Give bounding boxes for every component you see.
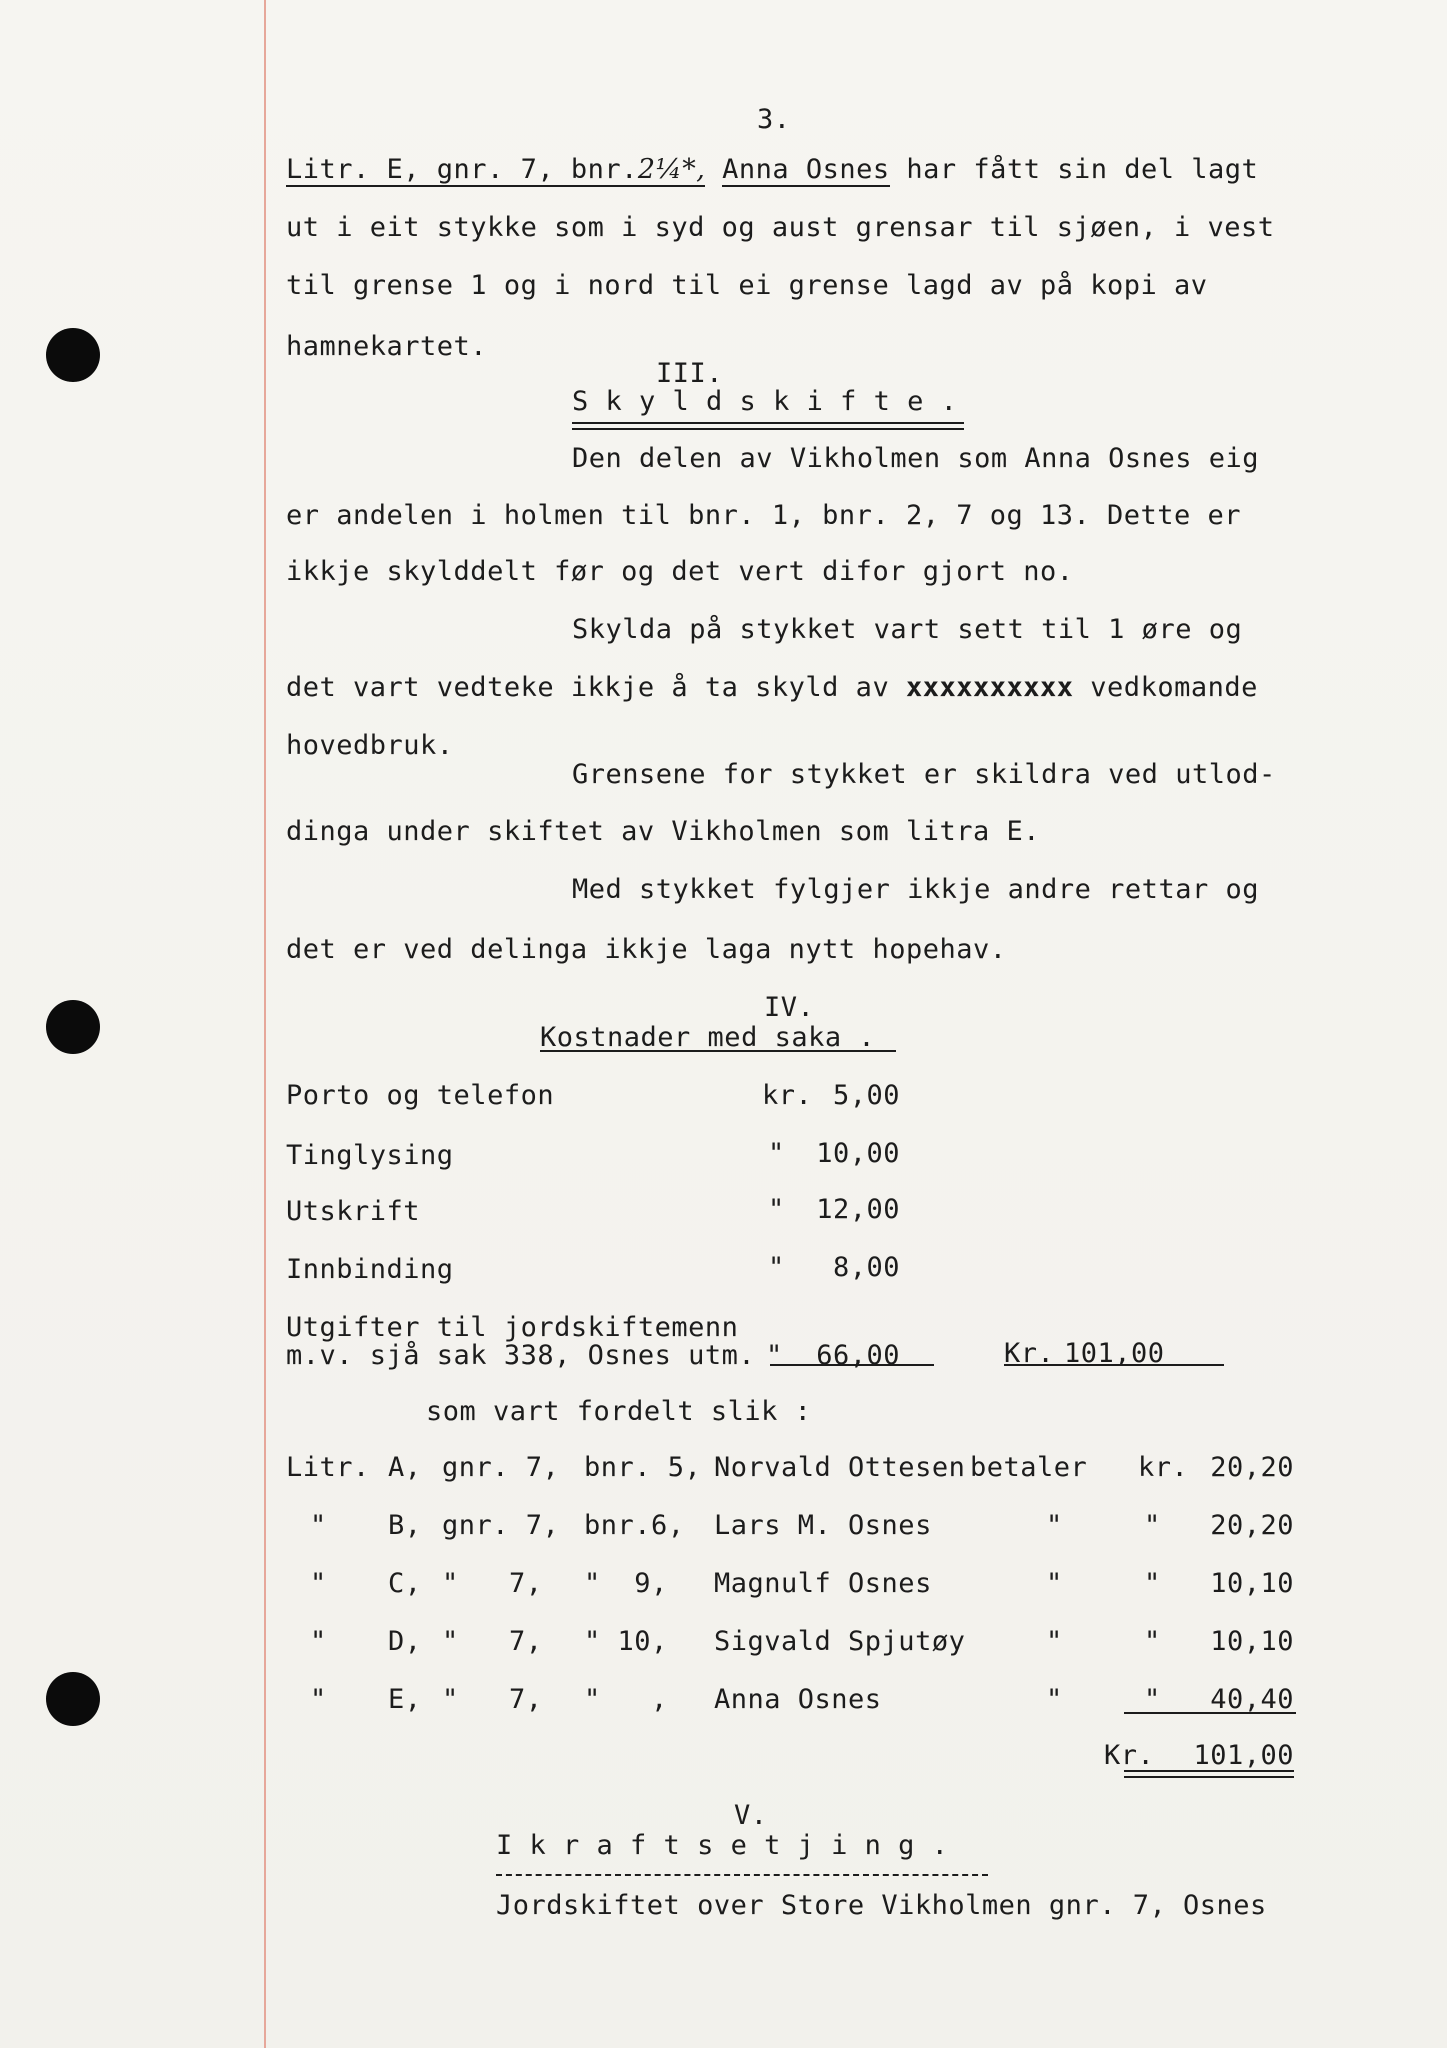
- final-total-label: Kr.: [1104, 1740, 1155, 1771]
- share-col: ": [1046, 1510, 1063, 1541]
- cost-mark: ": [768, 1252, 785, 1283]
- body-line-with-strikeout: [286, 672, 1258, 704]
- body-line: hovedbruk.: [286, 730, 454, 761]
- cost-mark: ": [766, 1340, 783, 1371]
- share-owner: Sigvald Spjutøy: [714, 1626, 966, 1657]
- share-owner: Magnulf Osnes: [714, 1568, 932, 1599]
- share-owner: Norvald Ottesen: [714, 1452, 966, 1483]
- share-col: ": [310, 1626, 327, 1657]
- jord-cost-line-1: Utgifter til jordskiftemenn: [286, 1312, 739, 1343]
- section-4-numeral: IV.: [764, 992, 815, 1023]
- intro-ref: Litr. E, gnr. 7, bnr.: [286, 154, 638, 185]
- share-col: ": [1144, 1626, 1161, 1657]
- section-3-heading-underline: [572, 422, 964, 430]
- cost-label: Porto og telefon: [286, 1080, 555, 1111]
- intro-owner: Anna Osnes: [722, 154, 890, 185]
- intro-line-3: til grense 1 og i nord til ei grense lagd av på kopi av: [286, 270, 1208, 301]
- share-col: ": [310, 1510, 327, 1541]
- cost-mark: ": [768, 1138, 785, 1169]
- section-4-heading: Kostnader med saka .: [540, 1022, 876, 1053]
- share-amount: 20,20: [1210, 1510, 1294, 1541]
- cost-amount: 5,00: [832, 1080, 900, 1111]
- share-gnr: gnr. 7,: [442, 1452, 560, 1483]
- share-col: ": [1046, 1684, 1063, 1715]
- share-litra: B,: [388, 1510, 422, 1541]
- cost-label: Utskrift: [286, 1196, 421, 1227]
- share-bnr: " 10,: [584, 1626, 668, 1657]
- cost-amount: 66,00: [816, 1340, 900, 1371]
- body-line: dinga under skiftet av Vikholmen som litra E.: [286, 816, 1040, 847]
- total-amount: 101,00: [1064, 1338, 1165, 1369]
- share-col: ": [1144, 1510, 1161, 1541]
- share-col: betaler: [970, 1452, 1088, 1483]
- body-line: Skylda på stykket vart sett til 1 øre og: [572, 614, 1243, 645]
- share-gnr: " 7,: [442, 1626, 543, 1657]
- body-text: det vart vedteke ikkje å ta skyld av: [286, 672, 890, 703]
- intro-handwritten-note: 2¼*,: [637, 154, 706, 185]
- share-gnr: " 7,: [442, 1684, 543, 1715]
- section-5-heading-underline: [496, 1874, 988, 1876]
- share-bnr: " ,: [584, 1684, 668, 1715]
- body-line: Med stykket fylgjer ikkje andre rettar og: [572, 874, 1259, 905]
- share-amount: 10,10: [1210, 1568, 1294, 1599]
- share-amount: 40,40: [1210, 1684, 1294, 1715]
- share-col: ": [310, 1568, 327, 1599]
- share-gnr: " 7,: [442, 1568, 543, 1599]
- share-bnr: bnr. 5,: [584, 1452, 702, 1483]
- cost-amount: 10,00: [816, 1138, 900, 1169]
- punch-hole: [46, 1000, 100, 1054]
- body-line: Grensene for stykket er skildra ved utlod-: [572, 759, 1276, 790]
- share-col: ": [1144, 1684, 1161, 1715]
- cost-amount: 8,00: [832, 1252, 900, 1283]
- section-5-numeral: V.: [734, 1800, 768, 1831]
- share-col: Litr.: [286, 1452, 370, 1483]
- section-3-heading: S k y l d s k i f t e .: [572, 386, 958, 417]
- share-col: ": [310, 1684, 327, 1715]
- margin-rule: [264, 0, 266, 2048]
- cost-amount: 12,00: [816, 1194, 900, 1225]
- page-number: 3.: [757, 104, 791, 135]
- final-total-amount: 101,00: [1193, 1740, 1294, 1771]
- section-5-line: Jordskiftet over Store Vikholmen gnr. 7, Osnes: [496, 1890, 1267, 1921]
- total-rule: [1004, 1364, 1224, 1366]
- body-line: er andelen i holmen til bnr. 1, bnr. 2, 7 og 13. Dette er: [286, 500, 1242, 531]
- body-line: Den delen av Vikholmen som Anna Osnes eig: [572, 443, 1259, 474]
- intro-line-4: hamnekartet.: [286, 331, 488, 362]
- share-col: ": [1046, 1568, 1063, 1599]
- body-line: ikkje skylddelt før og det vert difor gjort no.: [286, 556, 1074, 587]
- total-label: Kr.: [1004, 1338, 1055, 1369]
- share-col: kr.: [1138, 1452, 1189, 1483]
- share-col: ": [1046, 1626, 1063, 1657]
- distribution-intro: som vart fordelt slik :: [426, 1396, 812, 1427]
- shares-sum-rule: [1124, 1712, 1296, 1714]
- share-bnr: bnr.6,: [584, 1510, 685, 1541]
- cost-mark: kr.: [762, 1080, 813, 1111]
- share-litra: D,: [388, 1626, 422, 1657]
- punch-hole: [46, 328, 100, 382]
- share-owner: Anna Osnes: [714, 1684, 882, 1715]
- share-col: ": [1144, 1568, 1161, 1599]
- cost-mark: ": [768, 1194, 785, 1225]
- punch-hole: [46, 1672, 100, 1726]
- body-line: det er ved delinga ikkje laga nytt hopehav.: [286, 934, 1007, 965]
- share-owner: Lars M. Osnes: [714, 1510, 932, 1541]
- share-amount: 20,20: [1210, 1452, 1294, 1483]
- share-litra: C,: [388, 1568, 422, 1599]
- share-bnr: " 9,: [584, 1568, 668, 1599]
- intro-rest: har fått sin del lagt: [906, 154, 1259, 185]
- cost-label: Tinglysing: [286, 1140, 454, 1171]
- section-4-heading-underline: [540, 1050, 896, 1052]
- intro-line-2: ut i eit stykke som i syd og aust grensar til sjøen, i vest: [286, 212, 1275, 243]
- section-3-numeral: III.: [656, 358, 724, 389]
- share-litra: E,: [388, 1684, 422, 1715]
- section-5-heading: I k r a f t s e t j i n g .: [496, 1830, 949, 1861]
- share-amount: 10,10: [1210, 1626, 1294, 1657]
- final-total-double-rule: [1124, 1770, 1294, 1778]
- share-gnr: gnr. 7,: [442, 1510, 560, 1541]
- share-litra: A,: [388, 1452, 422, 1483]
- struck-out-text: xxxxxxxxxx: [905, 672, 1074, 703]
- subtotal-rule: [770, 1364, 934, 1366]
- jord-cost-line-2: m.v. sjå sak 338, Osnes utm.: [286, 1340, 756, 1371]
- cost-label: Innbinding: [286, 1254, 454, 1285]
- intro-line-1: [286, 154, 1258, 186]
- body-text: vedkomande: [1090, 672, 1258, 703]
